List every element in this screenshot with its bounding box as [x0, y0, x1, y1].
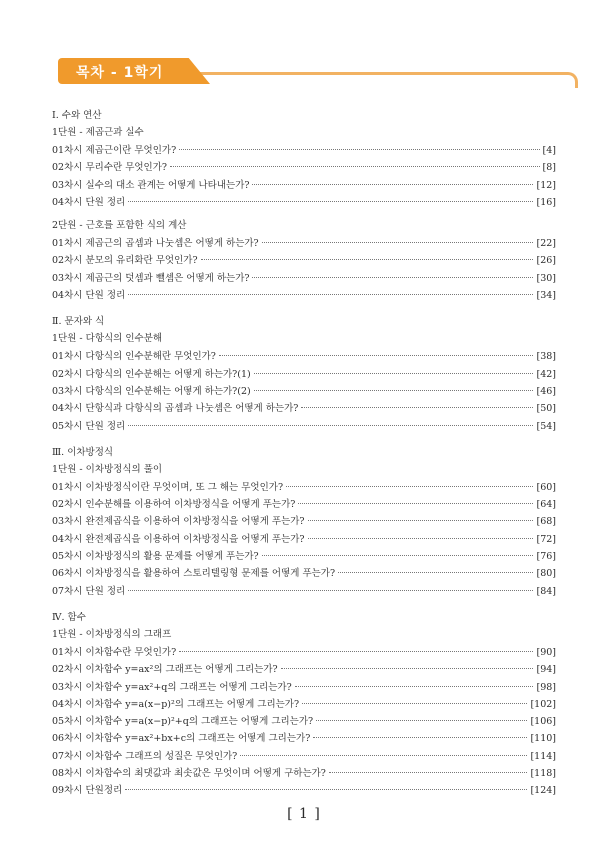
entry-title: 06차시 이차방정식을 활용하여 스토리텔링형 문제를 어떻게 푸는가?: [52, 568, 336, 580]
dot-leader: [219, 355, 534, 356]
page-title: 목차 - 1학기: [76, 65, 164, 81]
toc-entry: [52, 496, 556, 513]
entry-title: 03차시 실수의 대소 관계는 어떻게 나타내는가?: [52, 179, 250, 191]
toc-entry: [52, 142, 556, 159]
entry-page-number: [64]: [536, 499, 556, 511]
entry-page-number: [106]: [530, 716, 556, 728]
entry-page-number: [38]: [536, 351, 556, 363]
dot-leader: [308, 538, 534, 539]
dot-leader: [128, 590, 533, 591]
dot-leader: [313, 737, 527, 738]
dot-leader: [254, 390, 534, 391]
toc-entry: [52, 159, 556, 176]
entry-page-number: [54]: [536, 420, 556, 432]
entry-page-number: [68]: [536, 516, 556, 528]
toc-entry: [52, 583, 556, 600]
entry-page-number: [8]: [542, 162, 556, 174]
unit-heading: 1단원 - 이차방정식의 그래프: [52, 628, 172, 640]
dot-leader: [240, 755, 527, 756]
toc-entry: [52, 679, 556, 696]
entry-title: 04차시 단항식과 다항식의 곱셈과 나눗셈은 어떻게 하는가?: [52, 403, 299, 415]
toc-entry: [52, 713, 556, 730]
entry-title: 01차시 제곱근이란 무엇인가?: [52, 145, 177, 156]
entry-page-number: [84]: [536, 585, 556, 597]
chapter-heading: Ⅲ. 이차방정식: [52, 446, 114, 458]
entry-page-number: [76]: [536, 551, 556, 563]
entry-page-number: [42]: [536, 368, 556, 380]
entry-title: 01차시 이차방정식이란 무엇이며, 또 그 해는 무엇인가?: [52, 481, 284, 493]
dot-leader: [179, 149, 539, 150]
toc-entry: [52, 287, 556, 304]
entry-title: 05차시 단원 정리: [52, 420, 126, 432]
entry-title: 03차시 완전제곱식을 이용하여 이차방정식을 어떻게 푸는가?: [52, 516, 305, 528]
dot-leader: [125, 789, 527, 790]
dot-leader: [128, 425, 533, 426]
toc-entry: [52, 383, 556, 400]
entry-page-number: [46]: [536, 385, 556, 397]
toc-entry: [52, 531, 556, 548]
chapter-heading: Ⅳ. 함수: [52, 611, 86, 623]
toc-entry: [52, 661, 556, 678]
entry-title: 02차시 다항식의 인수분해는 어떻게 하는가?(1): [52, 368, 251, 380]
toc-entry: [52, 696, 556, 713]
dot-leader: [295, 686, 534, 687]
entry-page-number: [90]: [536, 646, 556, 658]
dot-leader: [201, 259, 534, 260]
dot-leader: [329, 772, 528, 773]
entry-page-number: [22]: [536, 238, 556, 250]
entry-title: 02차시 무리수란 무엇인가?: [52, 162, 167, 174]
entry-page-number: [26]: [536, 255, 556, 267]
dot-leader: [128, 201, 533, 202]
entry-title: 03차시 이차함수 y=ax²+q의 그래프는 어떻게 그리는가?: [52, 681, 292, 693]
entry-title: 08차시 이차함수의 최댓값과 최솟값은 무엇이며 어떻게 구하는가?: [52, 768, 326, 780]
entry-title: 07차시 단원 정리: [52, 585, 126, 597]
entry-title: 01차시 다항식의 인수분해란 무엇인가?: [52, 351, 216, 363]
toc-header: [58, 58, 578, 92]
entry-title: 01차시 이차함수란 무엇인가?: [52, 646, 177, 658]
entry-page-number: [124]: [530, 785, 556, 797]
entry-title: 05차시 이차방정식의 활용 문제를 어떻게 푸는가?: [52, 551, 259, 563]
toc-entry: [52, 400, 556, 417]
dot-leader: [170, 166, 540, 167]
entry-page-number: [30]: [536, 272, 556, 284]
dot-leader: [338, 572, 533, 573]
page-number: [ 1 ]: [287, 806, 321, 822]
toc-entry: [52, 765, 556, 782]
entry-title: 04차시 완전제곱식을 이용하여 이차방정식을 어떻게 푸는가?: [52, 533, 305, 545]
entry-page-number: [4]: [542, 145, 556, 156]
entry-title: 03차시 제곱근의 덧셈과 뺄셈은 어떻게 하는가?: [52, 272, 250, 284]
entry-page-number: [118]: [530, 768, 556, 780]
entry-title: 04차시 단원 정리: [52, 290, 126, 302]
toc-entry: [52, 644, 556, 661]
toc-entry: [52, 782, 556, 799]
toc-entry: [52, 348, 556, 365]
unit-heading: 1단원 - 이차방정식의 풀이: [52, 463, 163, 475]
entry-title: 04차시 단원 정리: [52, 196, 126, 208]
unit-heading: 1단원 - 제곱근과 실수: [52, 127, 144, 138]
table-of-contents: [52, 108, 556, 800]
entry-title: 02차시 인수분해를 이용하여 이차방정식을 어떻게 푸는가?: [52, 499, 296, 511]
unit-heading: 2단원 - 근호를 포함한 식의 계산: [52, 220, 187, 232]
dot-leader: [286, 486, 533, 487]
unit-heading: 1단원 - 다항식의 인수분해: [52, 333, 163, 345]
dot-leader: [262, 555, 534, 556]
toc-entry: [52, 513, 556, 530]
dot-leader: [301, 407, 533, 408]
toc-entry: [52, 177, 556, 194]
toc-entry: [52, 730, 556, 747]
entry-page-number: [98]: [536, 681, 556, 693]
dot-leader: [252, 277, 533, 278]
chapter-heading: Ⅰ. 수와 연산: [52, 110, 102, 121]
dot-leader: [316, 720, 527, 721]
toc-entry: [52, 565, 556, 582]
toc-entry: [52, 418, 556, 435]
entry-title: 01차시 제곱근의 곱셈과 나눗셈은 어떻게 하는가?: [52, 238, 259, 250]
entry-title: 05차시 이차함수 y=a(x−p)²+q의 그래프는 어떻게 그리는가?: [52, 716, 314, 728]
entry-title: 07차시 이차함수 그래프의 성질은 무엇인가?: [52, 750, 238, 762]
dot-leader: [262, 242, 534, 243]
toc-entry: [52, 252, 556, 269]
toc-entry: [52, 235, 556, 252]
toc-entry: [52, 366, 556, 383]
toc-entry: [52, 270, 556, 287]
entry-title: 02차시 분모의 유리화란 무엇인가?: [52, 255, 198, 267]
dot-leader: [179, 651, 533, 652]
header-decorative-line: [198, 72, 578, 88]
entry-page-number: [114]: [530, 750, 556, 762]
dot-leader: [254, 373, 534, 374]
entry-title: 04차시 이차함수 y=a(x−p)²의 그래프는 어떻게 그리는가?: [52, 698, 300, 710]
dot-leader: [302, 703, 527, 704]
dot-leader: [308, 520, 534, 521]
entry-page-number: [16]: [536, 196, 556, 208]
dot-leader: [281, 668, 534, 669]
chapter-heading: Ⅱ. 문자와 식: [52, 316, 105, 328]
entry-title: 09차시 단원정리: [52, 785, 123, 797]
entry-title: 02차시 이차함수 y=ax²의 그래프는 어떻게 그리는가?: [52, 664, 278, 676]
toc-entry: [52, 748, 556, 765]
entry-title: 03차시 다항식의 인수분해는 어떻게 하는가?(2): [52, 385, 251, 397]
entry-page-number: [72]: [536, 533, 556, 545]
dot-leader: [128, 294, 533, 295]
entry-page-number: [34]: [536, 290, 556, 302]
dot-leader: [252, 184, 533, 185]
entry-page-number: [50]: [536, 403, 556, 415]
toc-entry: [52, 194, 556, 211]
entry-page-number: [12]: [536, 179, 556, 191]
entry-page-number: [110]: [530, 733, 556, 745]
dot-leader: [298, 503, 533, 504]
entry-page-number: [102]: [530, 698, 556, 710]
toc-entry: [52, 479, 556, 496]
entry-page-number: [80]: [536, 568, 556, 580]
entry-title: 06차시 이차함수 y=ax²+bx+c의 그래프는 어떻게 그리는가?: [52, 733, 311, 745]
entry-page-number: [60]: [536, 481, 556, 493]
entry-page-number: [94]: [536, 664, 556, 676]
toc-entry: [52, 548, 556, 565]
